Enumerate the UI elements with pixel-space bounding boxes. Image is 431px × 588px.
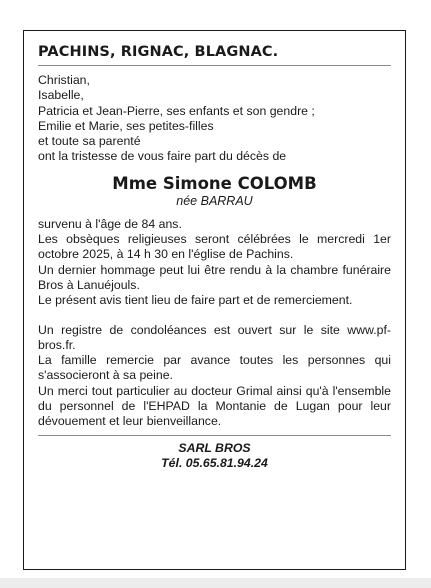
family-line: Patricia et Jean-Pierre, ses enfants et son gendre ; [38,103,315,118]
obituary-notice [23,30,406,570]
funeral-home-phone: Tél. 05.65.81.94.24 [161,456,268,471]
condolence-register-paragraph: Un registre de condoléances est ouvert sur le site www.pf-bros.fr. [38,322,391,352]
heading-divider [38,65,391,66]
family-line: Isabelle, [38,88,84,103]
funeral-home-name: SARL BROS [178,440,251,455]
family-line: ont la tristesse de vous faire part du décès de [38,149,287,164]
notice-content [38,43,391,472]
family-line: Christian, [38,73,90,87]
funeral-details [38,217,391,430]
funeral-home-signature [38,441,391,472]
deceased-name: Mme Simone COLOMB [112,173,317,193]
family-list [38,73,391,165]
signature-divider [38,435,391,436]
paragraph-spacer [38,309,391,323]
tribute-paragraph: Un dernier hommage peut lui être rendu à la chambre funéraire Bros à Lanuéjouls. [38,262,391,292]
maiden-name: née BARRAU [176,193,253,208]
notice-heading: PACHINS, RIGNAC, BLAGNAC. [38,44,279,60]
notice-note-paragraph: Le présent avis tient lieu de faire part et de remerciement. [38,293,353,308]
age-line: survenu à l'âge de 84 ans. [38,216,182,231]
funeral-service-paragraph: Les obsèques religieuses seront célébrées le mercredi 1er octobre 2025, à 14 h 30 en l'église de Pachins. [38,232,391,262]
family-thanks-paragraph: La famille remercie par avance toutes les personnes qui s'associeront à sa peine. [38,353,391,383]
page-bottom-strip [0,578,431,588]
special-thanks-paragraph: Un merci tout particulier au docteur Grimal ainsi qu'à l'ensemble du personnel de l'EHPAD la Montanie de Lugan pour leur dévouement et leur bienveillance. [38,383,391,429]
family-line: et toute sa parenté [38,134,141,149]
family-line: Emilie et Marie, ses petites-filles [38,118,214,133]
